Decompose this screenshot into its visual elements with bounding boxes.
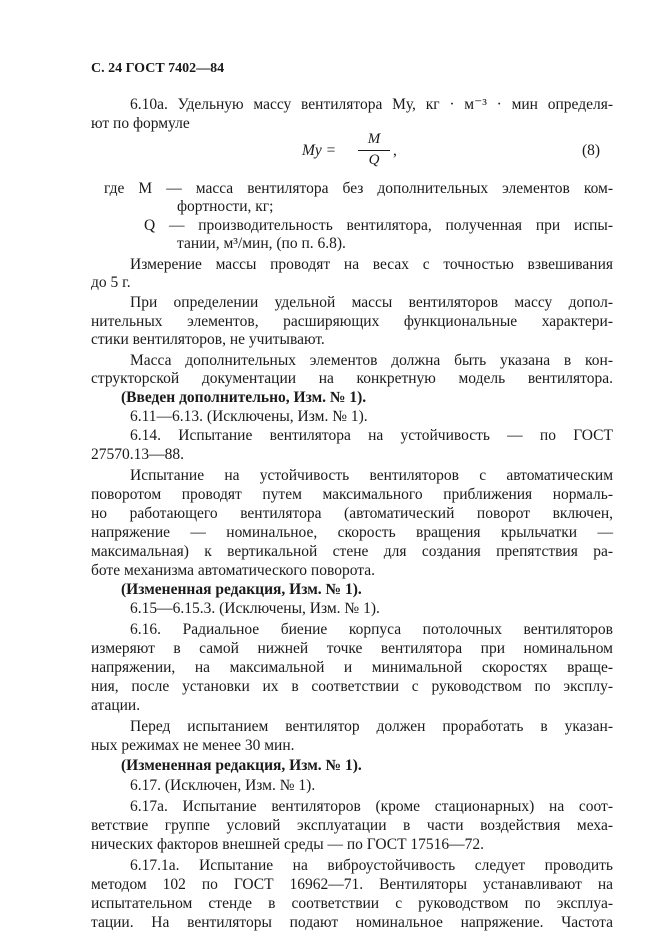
text-line: нительных элементов, расширяющих функциональные характери- (91, 313, 613, 330)
text-line: до 5 г. (91, 274, 131, 291)
text-line: напряжение — номинальное, скорость вращения крыльчатки — (91, 524, 613, 541)
text-line: измеряют в самой нижней точке вентилятора при номинальном (91, 640, 613, 657)
text-line: 6.17а. Испытание вентиляторов (кроме стационарных) на соот- (130, 798, 613, 815)
text-line: где M — масса вентилятора без дополнительных элементов ком- (104, 180, 613, 197)
text-line: испытательном стенде в соответствии с руководством по эксплуа- (91, 895, 613, 912)
amendment-note: (Введен дополнительно, Изм. № 1). (121, 389, 367, 406)
text-line: поворотом проводят путем максимального приближения нормаль- (91, 486, 613, 503)
text-line: 6.10а. Удельную массу вентилятора Mу, кг · м⁻³ · мин определя- (130, 96, 613, 113)
text-line: боте механизма автоматического поворота. (91, 562, 375, 579)
fraction-bar (358, 150, 390, 151)
amendment-note: (Измененная редакция, Изм. № 1). (121, 757, 362, 774)
text-line: Q — производительность вентилятора, полученная при испы- (144, 217, 613, 234)
text-line: тании, м³/мин, (по п. 6.8). (177, 235, 346, 252)
text-line: Испытание на устойчивость вентиляторов с автоматическим (130, 467, 613, 484)
text-line: ния, после установки их в соответствии с руководством по эксплу- (91, 678, 613, 695)
text-line: методом 102 по ГОСТ 16962—71. Вентиляторы устанавливают на (91, 876, 613, 893)
formula-denominator: Q (368, 152, 380, 168)
text-line: максимальная) к вертикальной стене для создания препятствия ра- (91, 543, 613, 560)
text-line: 6.15—6.15.3. (Исключены, Изм. № 1). (130, 600, 380, 617)
text-line: ветствие группе условий эксплуатации в части воздействия меха- (91, 817, 613, 834)
text-line: 6.17. (Исключен, Изм. № 1). (130, 777, 316, 794)
amendment-note: (Измененная редакция, Изм. № 1). (121, 581, 362, 598)
text-line: 6.16. Радиальное биение корпуса потолочных вентиляторов (130, 621, 613, 638)
text-line: структорской документации на конкретную модель вентилятора. (91, 370, 613, 387)
text-line: Перед испытанием вентилятор должен проработать в указан- (130, 718, 613, 735)
formula-number: (8) (582, 142, 601, 159)
text-line: При определении удельной массы вентиляторов массу допол- (130, 294, 613, 311)
text-line: 6.14. Испытание вентилятора на устойчивость — по ГОСТ (130, 427, 613, 444)
text-line: стики вентиляторов, не учитывают. (91, 331, 325, 348)
formula-numerator: M (367, 131, 381, 147)
text-line: но работающего вентилятора (автоматический поворот включен, (91, 505, 613, 522)
text-line: фортности, кг; (177, 198, 274, 215)
page-header: С. 24 ГОСТ 7402—84 (91, 61, 225, 76)
text-line: тации. На вентиляторы подают номинальное напряжение. Частота (91, 914, 613, 931)
text-line: Масса дополнительных элементов должна быть указана в кон- (130, 352, 613, 369)
text-line: 6.11—6.13. (Исключены, Изм. № 1). (130, 408, 368, 425)
text-line: нических факторов внешней среды — по ГОСТ 17516—72. (91, 836, 485, 853)
formula-lhs: Mу = (302, 142, 337, 159)
text-line: напряжении, на максимальной и минимальной скоростях враще- (91, 659, 613, 676)
text-line: 6.17.1а. Испытание на виброустойчивость следует проводить (130, 857, 613, 874)
formula-suffix: , (393, 142, 397, 159)
text-line: ют по формуле (91, 115, 190, 132)
text-line: Измерение массы проводят на весах с точностью взвешивания (130, 256, 613, 273)
text-line: ных режимах не менее 30 мин. (91, 737, 295, 754)
text-line: 27570.13—88. (91, 446, 184, 463)
text-line: атации. (91, 697, 141, 714)
